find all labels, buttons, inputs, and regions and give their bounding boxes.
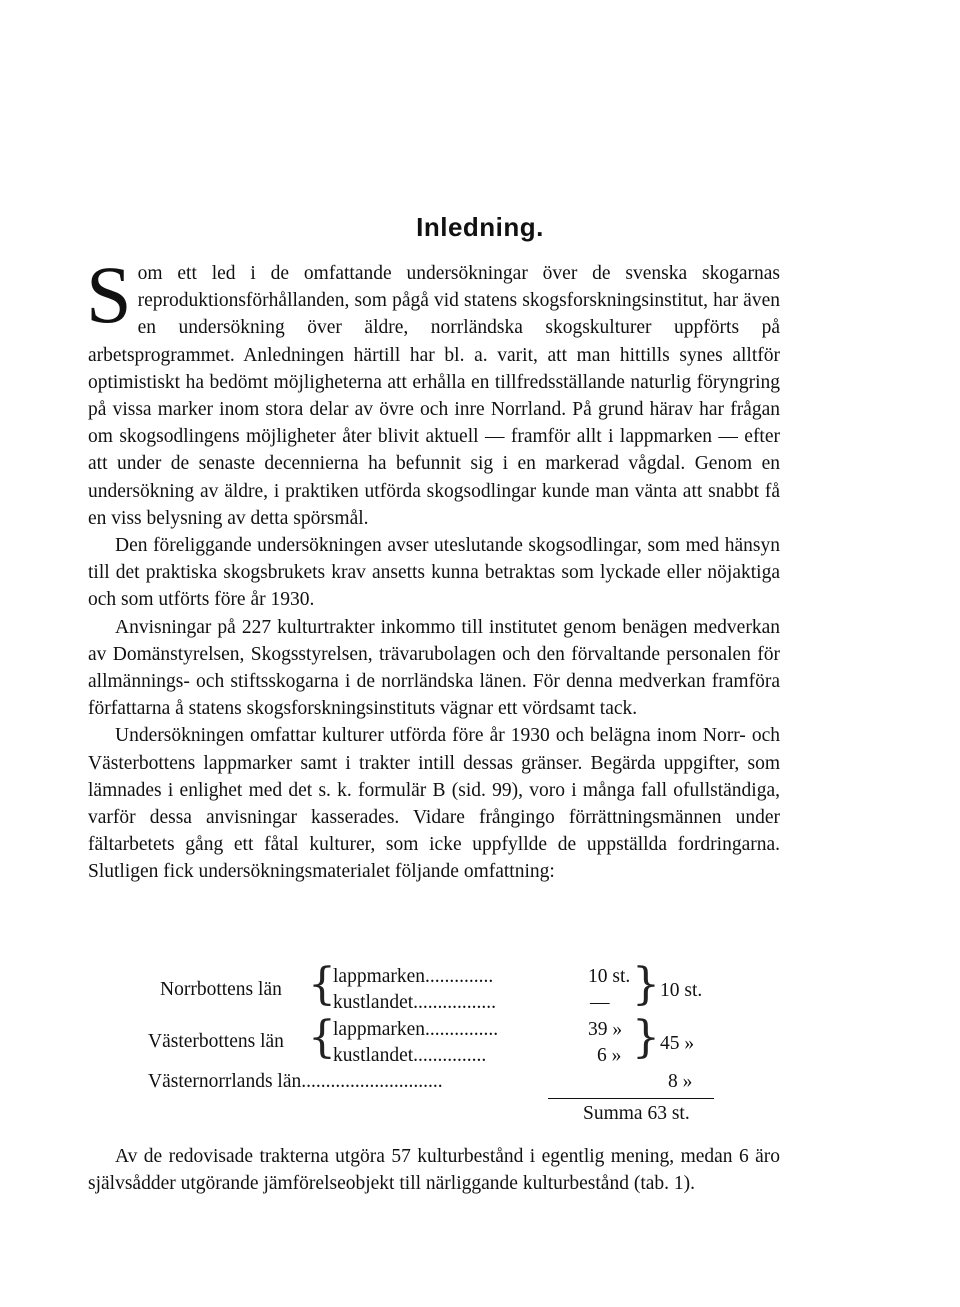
vasterbotten-kustlandet-label: kustlandet............... <box>333 1045 487 1066</box>
norrbotten-total: 10 st. <box>660 980 703 1001</box>
county-vasterbotten: Västerbottens län <box>148 1031 284 1052</box>
county-norrbotten: Norrbottens län <box>160 979 282 1000</box>
brace-right: } <box>632 959 660 1010</box>
sum-rule <box>548 1098 714 1099</box>
paragraph-1-text: om ett led i de omfattande undersökningar över de svenska skogarnas reproduktionsförhållanden, som pågå vid statens skogsforskningsinstitut, har även en undersökning över äldre, norrländska skogskulturer uppförts på arbetsprogrammet. Anledningen härtill har bl. a. varit, att man hittills synes alltför optimistiskt ha bedömt möjligheterna att erhålla en tillfredsställande naturlig föryngring på vissa marker inom stora delar av övre och inre Norrland. På grund härav har frågan om skogsodlingens möjligheter åter blivit aktuell — framför allt i lappmarken — efter att under de senaste decennierna ha befunnit sig i en markerad vågdal. Genom en undersökning av äldre, i praktiken utförda skogsodlingar kunde man vänta att snabbt få en viss belysning av detta spörsmål. <box>88 263 780 529</box>
page-title: Inledning. <box>416 212 544 242</box>
vasterbotten-lappmarken-value: 39 » <box>588 1019 623 1040</box>
vasterbotten-lappmarken-label: lappmarken............... <box>333 1019 499 1040</box>
norrbotten-lappmarken-label: lappmarken.............. <box>333 966 494 987</box>
county-vasternorrland: Västernorrlands län............................. <box>148 1071 443 1092</box>
paragraph-2: Den föreliggande undersökningen avser uteslutande skogsodlingar, som med hänsyn till det praktiska skogsbrukets krav ansetts kunna betraktas som lyckade eller nöjaktiga och som utförts före år 1930. <box>88 535 780 611</box>
norrbotten-lappmarken-value: 10 st. <box>588 966 631 987</box>
brace-right: } <box>632 1012 660 1063</box>
norrbotten-kustlandet-label: kustlandet................. <box>333 992 497 1013</box>
norrbotten-kustlandet-value: — <box>590 992 610 1013</box>
drop-cap: S <box>86 249 132 340</box>
paragraph-3: Anvisningar på 227 kulturtrakter inkommo till institutet genom benägen medverkan av Domänstyrelsen, Skogsstyrelsen, trävarubolagen och den förvaltande personalen för allmännings- och stiftsskogarna i de norrländska länen. För denna medverkan framföra författarna å statens skogsforskningsinstituts vägnar ett vördsamt tack. <box>88 616 780 720</box>
vasternorrland-total: 8 » <box>668 1071 693 1092</box>
paragraph-5: Av de redovisade trakterna utgöra 57 kulturbestånd i egentlig mening, medan 6 äro självsådder utgörande jämförelseobjekt till närliggande kulturbestånd (tab. 1). <box>88 1146 780 1195</box>
brace-left: { <box>308 959 336 1010</box>
closing-paragraph <box>88 1143 780 1197</box>
vasterbotten-kustlandet-value: 6 » <box>597 1045 622 1066</box>
paragraph-4: Undersökningen omfattar kulturer utförda före år 1930 och belägna inom Norr- och Västerbottens lappmarker samt i trakter intill dessas gränser. Begärda uppgifter, som lämnades i enlighet med det s. k. formulär B (sid. 99), voro i många fall ofullständiga, varför dessa anvisningar kasserades. Vidare frångingo förrättningsmännen under fältarbetets gång ett fåtal kulturer, som icke uppfyllde de uppställda fordringarna. Slutligen fick undersökningsmaterialet följande omfattning: <box>88 725 780 883</box>
vasterbotten-total: 45 » <box>660 1033 695 1054</box>
brace-left: { <box>308 1012 336 1063</box>
sum-total: Summa 63 st. <box>583 1103 690 1124</box>
